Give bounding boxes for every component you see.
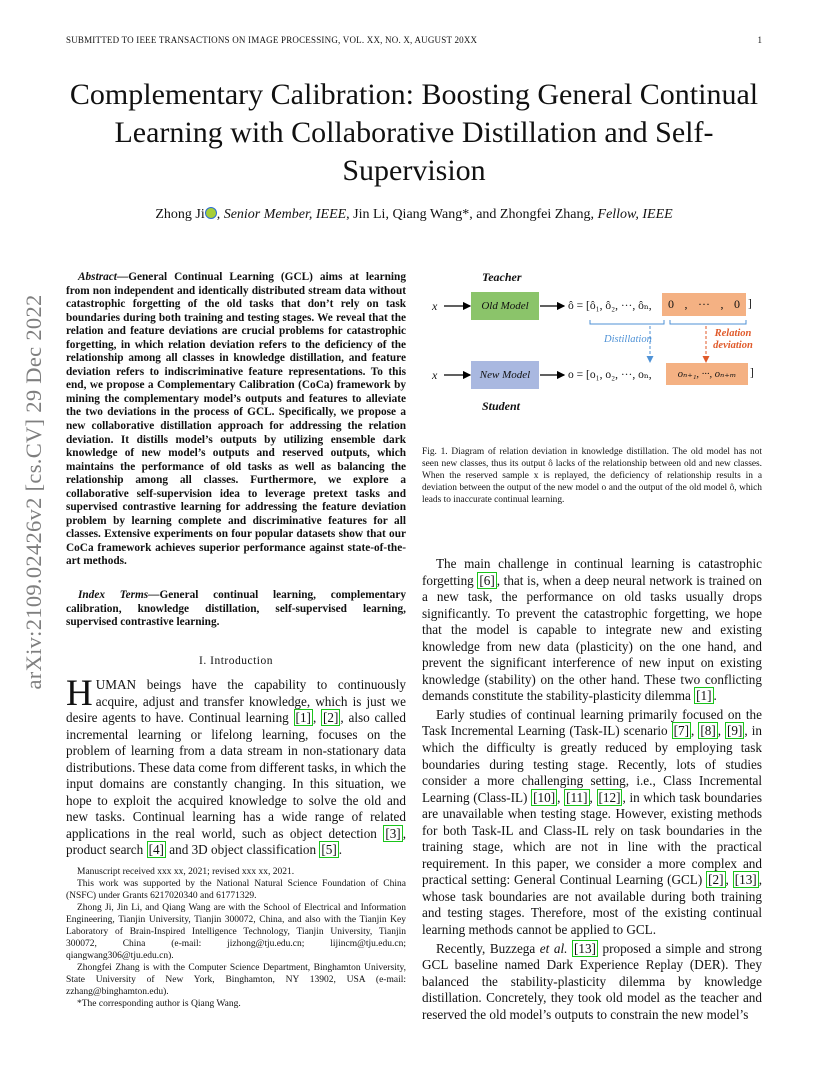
intro-text: , product search xyxy=(66,825,406,858)
footnote: Zhong Ji, Jin Li, and Qiang Wang are with the School of Electrical and Information Engineering, Tianjin University, Tianjin 300072, China, and also with the Tianjin Key Laboratory of Brain-Inspired Intelligence Technology, Tianjin University, Tianjin 300072, China (e-mail: jizhong@tju.edu.cn; lijincm@tju.edu.cn; qiangwang306@tju.edu.cn). xyxy=(66,903,406,961)
author-1-role: Senior Member, IEEE xyxy=(223,207,347,222)
distillation-label: Distillation xyxy=(604,334,652,345)
old-model-label: Old Model xyxy=(481,300,529,312)
citation-link[interactable]: [1] xyxy=(696,688,712,704)
orcid-icon[interactable] xyxy=(205,207,217,219)
author-1: Zhong Ji xyxy=(155,207,205,222)
abstract xyxy=(66,271,406,569)
old-model-box xyxy=(471,292,539,320)
teacher-label: Teacher xyxy=(482,270,522,284)
footnote: Zhongfei Zhang is with the Computer Science Department, Binghamton University, State University of New York, Binghamton, NY 13902, USA (e-mail: zzhang@binghamton.edu). xyxy=(66,963,406,997)
drop-cap: H xyxy=(66,673,93,714)
input-x-student: x xyxy=(432,368,438,382)
new-model-label: New Model xyxy=(479,369,531,381)
running-head: SUBMITTED TO IEEE TRANSACTIONS ON IMAGE PROCESSING, VOL. XX, NO. X, AUGUST 20XX xyxy=(66,35,478,45)
citation-link[interactable]: [2] xyxy=(323,710,339,726)
arxiv-stamp-text: arXiv:2109.02426v2 [cs.CV] 29 Dec 2022 xyxy=(21,294,46,690)
body-text: et al. xyxy=(539,940,568,956)
body-text: , whose task boundaries are not available during both training and testing stages. Therefore, most of the existing continual learning methods cannot be applied to GCL. xyxy=(422,872,762,938)
right-column-body xyxy=(422,556,762,1025)
new-model-box xyxy=(471,361,539,389)
teacher-zero: 0 xyxy=(734,297,740,311)
intro-text: , xyxy=(312,710,322,726)
citation-link[interactable]: [12] xyxy=(598,789,621,805)
abstract-label: Abstract xyxy=(78,271,117,283)
figure-1-diagram xyxy=(422,268,762,418)
abstract-text: —General Continual Learning (GCL) aims at learning from non independent and identically distributed stream data without catastrophic forgetting of the old tasks that don’t rely on task boundaries during both training and testing stages. We reveal that the relation and feature deviations are crucial problems for catastrophic forgetting, in which relation deviation refers to the deficiency of the relationship among all classes in knowledge distillation, and feature deviation refers to indiscriminative feature representations. To this end, we propose a Complementary Calibration (CoCa) framework by mining the complementary model’s outputs and features to alleviate the two deviations in the process of GCL. Specifically, we propose a new collaborative distillation approach for addressing the relation deviation. It distills model’s outputs by utilizing ensemble dark knowledge of new model’s outputs and reserved outputs, which maintains the performance of old tasks as well as balancing the relationship among all classes. Furthermore, we explore a collaborative self-supervision idea to leverage pretext tasks and supervised contrastive learning for addressing the feature deviation problem by learning complete and discriminative features for all classes. Extensive experiments on four popular datasets show that our CoCa framework achieves superior performance against state-of-the-art methods. xyxy=(66,271,406,568)
paragraph xyxy=(422,707,762,939)
teacher-zero-padding: 0 , ··· , 0 xyxy=(662,293,746,316)
body-text: , xyxy=(725,872,733,888)
citation-link[interactable]: [13] xyxy=(734,872,757,888)
index-terms xyxy=(66,589,406,630)
teacher-bracket: ] xyxy=(748,298,752,310)
teacher-dots: ··· xyxy=(698,297,710,311)
citation-link[interactable]: [5] xyxy=(321,842,337,858)
teacher-zero: 0 xyxy=(668,297,674,311)
introduction-paragraph xyxy=(66,673,406,859)
intro-text: , also called incremental learning or lifelong learning, focuses on the problem of learning from a data stream in non-stationary data distributions. These data come from different tasks, in which the input domains are constantly changing. In this situation, we hope to exploit the acquired knowledge to solve the old and new tasks. Continual learning has a wide range of related applications in the real world, such as object detection xyxy=(66,710,406,841)
student-new-label: oₙ₊₁, ···, oₙ₊ₘ xyxy=(677,369,737,380)
footnote: *The corresponding author is Qiang Wang. xyxy=(77,999,241,1009)
body-text: , xyxy=(717,723,726,739)
student-bracket: ] xyxy=(750,367,754,379)
figure-1-caption: Fig. 1. Diagram of relation deviation in knowledge distillation. The old model has not seen new classes, thus its output ô lacks of the relationship between old and new classes. When the reserved sample x is replayed, the deficiency of relationship results in a deviation between the output of the new model o and the output of the old model ô, which leads to inaccurate continual learning. xyxy=(422,447,762,505)
body-text: Early studies of continual learning primarily focused on the Task Incremental Learning (Task-IL) scenario xyxy=(422,706,762,739)
citation-link[interactable]: [7] xyxy=(673,723,690,739)
section-heading-introduction: I. Introduction xyxy=(199,655,273,667)
citation-link[interactable]: [3] xyxy=(385,825,401,841)
body-text: The main challenge in continual learning is catastrophic forgetting xyxy=(422,556,762,588)
citation-link[interactable]: [2] xyxy=(708,872,724,888)
footnote: This work was supported by the National Natural Science Foundation of China (NSFC) under Grants 6217020340 and 61771329. xyxy=(66,879,406,901)
citation-link[interactable]: [6] xyxy=(479,572,495,588)
footnote: Manuscript received xxx xx, 2021; revised xxx xx, 2021. xyxy=(77,867,295,877)
teacher-output: ô = [ô₁, ô₂, ···, ôₙ, xyxy=(568,300,652,312)
citation-link[interactable]: [1] xyxy=(295,710,311,726)
intro-text: and 3D object classification xyxy=(165,842,320,858)
index-terms-label: Index Terms xyxy=(78,589,149,601)
paper-title: Complementary Calibration: Boosting General Continual Learning with Collaborative Distillation and Self-Supervision xyxy=(69,78,759,187)
intro-text: UMAN beings have the capability to continuously acquire, adjust and transfer knowledge, which is just we desire agents to have. Continual learning xyxy=(66,677,406,726)
body-text: Recently, Buzzega xyxy=(436,940,540,956)
last-author-role: Fellow, IEEE xyxy=(597,207,673,222)
body-text: , xyxy=(691,723,699,739)
citation-link[interactable]: [8] xyxy=(700,723,716,739)
student-label: Student xyxy=(482,399,521,413)
citation-link[interactable]: [9] xyxy=(727,723,743,739)
body-text: proposed a simple and strong GCL baseline named Dark Experience Replay (DER). They balanced the stability-plasticity dilemma by knowledge distillation. Concretely, they took old model as the teacher and reserved the old model’s outputs to constrain the new model’s xyxy=(422,940,763,1022)
citation-link[interactable]: [13] xyxy=(573,940,596,956)
intro-text: . xyxy=(338,842,343,858)
body-text: . xyxy=(713,688,717,704)
body-text: , in which the difficulty is greatly reduced by employing task boundaries during testing stage. Recently, lots of studies consider a more challenging setting, i.e., Class Incremental Learning (Class-IL) xyxy=(422,723,762,805)
body-text: , in which task boundaries are unavailable when testing stage. However, existing methods for both Task-IL and Class-IL rely on task boundaries in the training stage, which are not in line with the practical requirement. In this paper, we consider a more complex and practical setting: General Continual Learning (GCL) xyxy=(422,789,762,888)
citation-link[interactable]: [11] xyxy=(566,789,588,805)
page-number: 1 xyxy=(757,35,762,45)
body-text: , xyxy=(589,789,597,805)
relation-deviation-label: Relation deviation xyxy=(713,328,753,351)
footnotes xyxy=(66,866,406,1010)
paragraph xyxy=(422,556,762,705)
student-new-outputs xyxy=(666,363,748,385)
arxiv-stamp xyxy=(14,282,54,702)
body-text: , that is, when a deep neural network is trained on a new task, the performance on old tasks usually drops significantly. To prevent the catastrophic forgetting, we hope that the model is capable to integrate new and existing knowledge from new data (plasticity) on the one hand, and prevent the significant interference of new input on existing knowledge (stability) on the other hand. These two conflicting demands constitute the stability-plasticity dilemma xyxy=(422,572,762,704)
input-x-teacher: x xyxy=(432,299,438,313)
citation-link[interactable]: [10] xyxy=(533,789,556,805)
body-text: , xyxy=(557,789,565,805)
other-authors: Jin Li, Qiang Wang*, and Zhongfei Zhang xyxy=(353,207,591,222)
paragraph xyxy=(422,941,762,1024)
author-line: Zhong Ji , Senior Member, IEEE, Jin Li, Qiang Wang*, and Zhongfei Zhang, Fellow, IEEE xyxy=(155,207,673,222)
citation-link[interactable]: [4] xyxy=(148,842,164,858)
index-terms-text: —General continual learning, complementary calibration, knowledge distillation, self-supervised learning, supervised contrastive learning. xyxy=(66,589,406,629)
student-output: o = [o₁, o₂, ···, oₙ, xyxy=(568,369,652,381)
